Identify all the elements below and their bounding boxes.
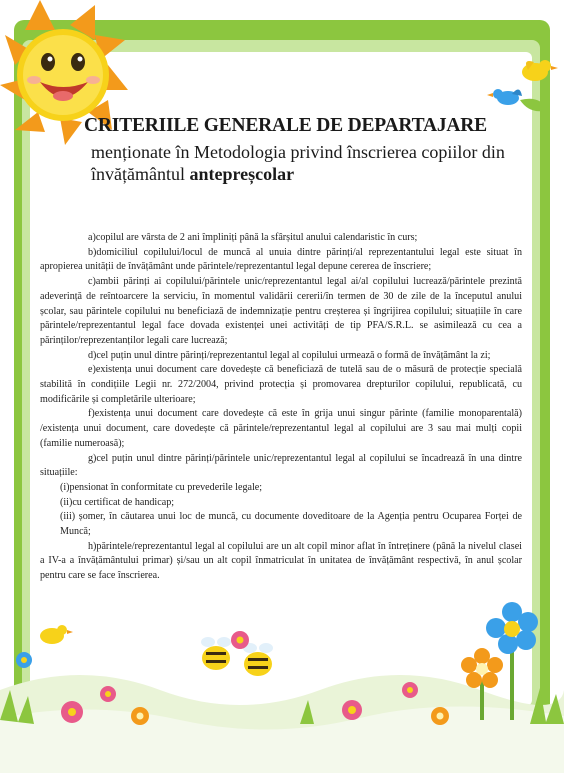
subtitle-line-2 [91,163,531,185]
criteria-list [40,231,522,584]
document-title: CRITERIILE GENERALE DE DEPARTAJARE [84,115,487,136]
pink-flower-icon [231,631,249,649]
criterion-f: f)existența unui document care dovedește că este în grija unui singur părinte (familie monoparentală) /existența unui document, care dovedește că părintele/reprezentantul legal al copilului are 3 sau mai mulți copii (familie numeroasă); [40,408,522,449]
document-subtitle [91,141,531,185]
subtitle-line-2-prefix: învățământul [91,164,190,184]
criterion-g-ii: (ii)cu certificat de handicap; [60,496,175,508]
criterion-g-iii: (iii) șomer, în căutarea unui loc de muncă, cu documente doveditoare de la Agenția pentru Ocuparea Forței de Muncă; [60,511,522,538]
criterion-h: h)părintele/reprezentantul legal al copilului are un alt copil minor aflat în întreținere (până la nivelul clasei a IV-a a învățământului primar) și/sau un alt copil înmatriculat în unitatea de învățământ respectivă, în anul școlar pentru care se face înscrierea. [40,540,522,582]
criterion-d: d)cel puțin unul dintre părinți/reprezentantul legal al copilului urmează o formă de învățământ la zi; [88,349,491,361]
criterion-a: a)copilul are vârsta de 2 ani împliniți până la sfârșitul anului calendaristic în curs; [88,232,418,243]
criterion-b: b)domiciliul copilului/locul de muncă al unuia dintre părinți/al reprezentantului legal este situat în apropierea unității de învățământ unde părintele/reprezentantul legal depune cererea de înscriere; [40,246,522,273]
criterion-c: c)ambii părinți ai copilului/părintele unic/reprezentantul legal ai/al copilului lucrează/părintele prezintă adeverință de reîntoarcere la serviciu, în momentul validării cererii/în termen de 30 de zile de la începutul anului școlar, sau părintele copilului nu beneficiază de indemnizație pentru creșterea și îngrijirea copilului; situațiile în care părintele/reprezentantul legal face dovada existenței unei activități de tip PFA/S.R.L. se asimilează cu cea a părinților/reprezentanților legali care lucrează; [40,276,522,346]
subtitle-line-2-bold: antepreșcolar [189,164,295,184]
criterion-e: e)existența unui document care dovedește că beneficiază de tutelă sau de o măsură de protecție specială stabilită în condițiile Legii nr. 272/2004, privind protecția și promovarea drepturilor copilului, republicată, cu modificările și completările ulterioare; [40,364,522,405]
subtitle-line-1: menționate în Metodologia privind înscrierea copiilor din [91,142,505,162]
criterion-g-i: (i)pensionat în conformitate cu prevederile legale; [60,481,263,493]
criterion-g: g)cel puțin unul dintre părinți/părintele unic/reprezentantul legal al copilului se încadrează în una dintre situațiile: [40,452,522,479]
